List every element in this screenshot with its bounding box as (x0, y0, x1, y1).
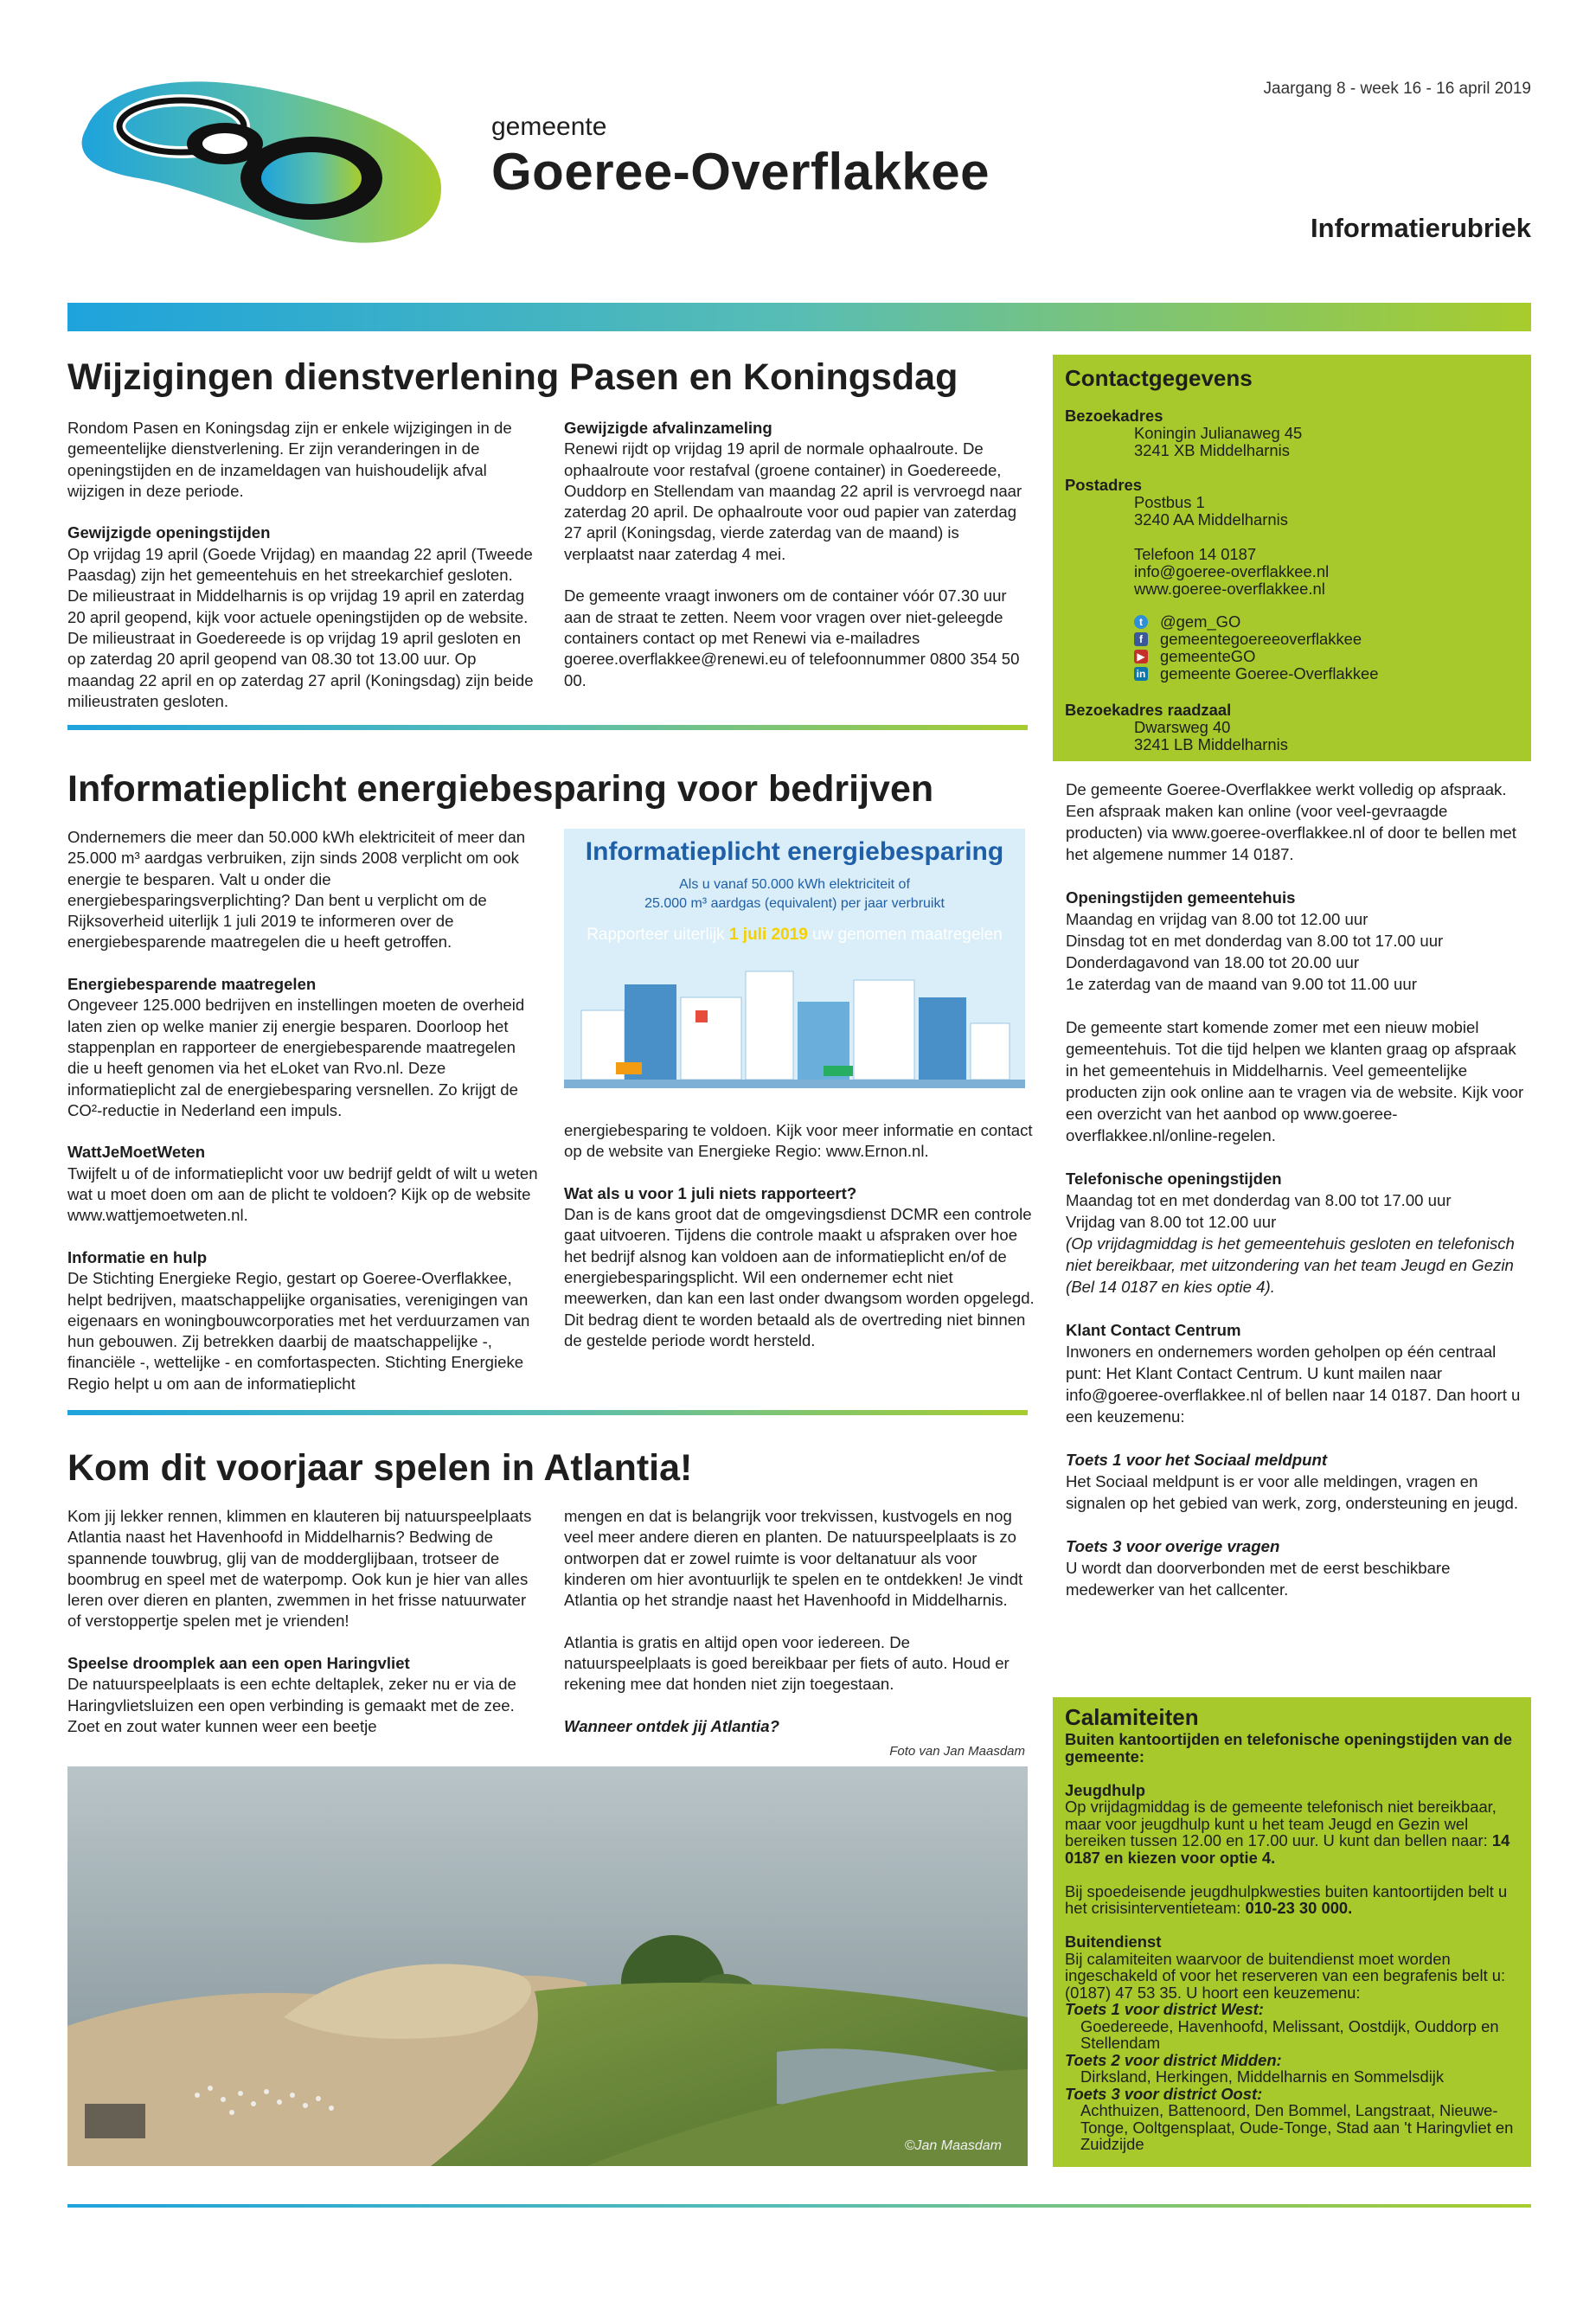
email-link[interactable]: info@goeree-overflakkee.nl (1134, 562, 1330, 580)
brand-prefix: gemeente (491, 112, 607, 141)
calamities-box (1053, 1697, 1531, 2167)
hours-line: 1e zaterdag van de maand van 9.00 tot 11.00 uur (1066, 975, 1417, 993)
graphic-report-pre: Rapporteer uiterlijk (586, 926, 725, 944)
linkedin-icon: in (1134, 667, 1148, 681)
social-linkedin[interactable] (1134, 665, 1519, 683)
city-illustration (564, 950, 1025, 1088)
youth-title: Jeugdhulp (1065, 1780, 1145, 1799)
phone-hours-note: (Op vrijdagmiddag is het gemeentehuis gesloten en telefonisch niet bereikbaar, met uitzondering van het team Jeugd en Gezin (Bel 14 0187 en kies optie 4). (1066, 1234, 1515, 1296)
contact-details (1065, 407, 1519, 753)
article1-intro: Rondom Pasen en Koningsdag zijn er enkele wijzigingen in de gemeentelijke dienstverlening. Er zijn veranderingen in de openingstijden en de inzameldagen van huishoudelijk afval wijzigen in deze periode. (67, 419, 512, 500)
crisis-number: 010-23 30 000 (1245, 1899, 1349, 1917)
article1-p3: De gemeente vraagt inwoners om de container vóór 07.30 uur aan de straat te zetten. Neem voor vragen over niet-geleegde containers contact op met Renewi via e-mailadres goeree.overflakkee@renewi.eu of telefoonnummer 0800 354 50 00. (564, 586, 1020, 689)
district-label: Toets 2 voor district Midden: (1065, 2050, 1282, 2069)
beach-aerial-image (67, 1766, 1028, 2166)
article2-sub3: Informatie en hulp (67, 1247, 208, 1266)
article2-title: Informatieplicht energiebesparing voor bedrijven (67, 768, 934, 810)
social-label: gemeentegoereeoverflakkee (1160, 630, 1362, 648)
article3-title: Kom dit voorjaar spelen in Atlantia! (67, 1447, 693, 1489)
kcc-title: Klant Contact Centrum (1066, 1321, 1241, 1339)
article1-col2 (564, 418, 1031, 691)
atlantia-photo (67, 1766, 1028, 2166)
visit-street: Koningin Julianaweg 45 (1134, 424, 1303, 442)
article1-p2: Renewi rijdt op vrijdag 19 april de normale ophaalroute. De ophaalroute voor restafval (groene container) in Goedereede, Ouddorp en Stellendam van maandag 22 april is vervroegd naar zaterdag 20 april. De ophaalroute voor oud papier van zaterdag 27 april (Koningsdag, vierde zaterdag van de maand) is verplaatst naar zaterdag 4 mei. (564, 439, 1022, 563)
option1-text: Het Sociaal meldpunt is er voor alle meldingen, vragen en signalen op het gebied van werk, zorg, ondersteuning en jeugd. (1066, 1472, 1519, 1512)
contact-box (1053, 355, 1531, 761)
hours-title: Openingstijden gemeentehuis (1066, 888, 1296, 907)
visit-city: 3241 XB Middelharnis (1134, 441, 1290, 459)
article3-p1: De natuurspeelplaats is een echte deltaplek, zeker nu er via de Haringvlietsluizen een open verbinding is gemaakt met de zee. Zoet en zout water kunnen weer een beetje (67, 1675, 516, 1735)
energy-infographic (564, 829, 1025, 1088)
article2-p1: Ongeveer 125.000 bedrijven en instellingen moeten de overheid laten zien op welke manier zij energie besparen. Doorloop het stappenplan en rapporteer de energiebesparende maatregelen die u heeft genomen via het eLoket van Rvo.nl. Deze informatieplicht zal de energiebesparing versnellen. Zo krijgt de CO²-reductie in Nederland een impuls. (67, 996, 525, 1119)
divider (67, 1410, 1028, 1415)
article2-p3: De Stichting Energieke Regio, gestart op Goeree-Overflakkee, helpt bedrijven, maatschappelijke organisaties, verenigingen van eigenaars en woningbouwcorporaties met het verduurzamen van hun gebouwen. Zij betrekken daarbij de maatschappelijke -, financiële -, wettelijke - en comfortaspecten. Stichting Energieke Regio helpt u om aan de informatieplicht (67, 1269, 530, 1393)
option1-title: Toets 1 voor het Sociaal meldpunt (1066, 1451, 1328, 1469)
graphic-report-post: uw genomen maatregelen (812, 926, 1003, 944)
website-link[interactable]: www.goeree-overflakkee.nl (1134, 580, 1325, 598)
service-text: Bij calamiteiten waarvoor de buitendienst moet worden ingeschakeld of voor het reserveren van een begrafenis belt u: (0187) 47 53 35. U hoort een keuzemenu: (1065, 1949, 1506, 2002)
article1-sub2: Gewijzigde afvalinzameling (564, 419, 772, 437)
social-twitter[interactable] (1134, 613, 1519, 631)
contact-title: Contactgegevens (1065, 365, 1253, 391)
photo-credit: Foto van Jan Maasdam (889, 1744, 1025, 1759)
youth-number: 14 0187 en kiezen voor optie 4 (1065, 1831, 1510, 1867)
social-links (1065, 613, 1519, 683)
article3-intro: Kom jij lekker rennen, klimmen en klauteren bij natuurspeelplaats Atlantia naast het Havenhoofd in Middelharnis? Bedwing de spannende touwbrug, glij van de modderglijbaan, trotseer de boombrug en speel met de waterpomp. Ook kun je hier van alles leren over dieren en planten, zwemmen in het frisse natuurwater of verstoppertje spelen met je vrienden! (67, 1507, 532, 1631)
article1-p1: Op vrijdag 19 april (Goede Vrijdag) en maandag 22 april (Tweede Paasdag) zijn het gemeentehuis en het streekarchief gesloten. De milieustraat in Middelharnis is op vrijdag 19 april en zaterdag 20 april geopend, kijk voor actuele openingstijden op de website. De milieustraat in Goedereede is op vrijdag 19 april gesloten en op zaterdag 20 april geopend van 08.30 tot 13.00 uur. Op maandag 22 april en op zaterdag 27 april (Koningsdag) zijn beide milieustraten gesloten. (67, 544, 534, 710)
social-label: gemeenteGO (1160, 647, 1256, 665)
district-label: Toets 3 voor district Oost: (1065, 2084, 1263, 2103)
article1-col1 (67, 418, 535, 712)
facebook-icon: f (1134, 632, 1148, 646)
crisis-text: Bij spoedeisende jeugdhulpkwesties buiten kantoortijden belt u het crisisinterventieteam: (1065, 1881, 1508, 1917)
calamities-content: Buiten kantoortijden en telefonische openingstijden van de gemeente: Jeugdhulp Op vrijdagmiddag is de gemeente telefonisch niet bereikbaar, maar voor jeugdhulp kunt u het team Jeugd en Gezin wel bereiken tussen 12.00 en 17.00 uur. U kunt dan bellen naar: 14 0187 en kiezen voor optie 4. Bij spoedeisende jeugdhulpkwesties buiten kantoortijden belt u het crisisinterventieteam: 010-23 30 000. Buitendienst Bij calamiteiten waarvoor de buitendienst moet worden ingeschakeld of voor het reserveren van een begrafenis belt u: (0187) 47 53 35. U hoort een keuzemenu: Toets 1 voor district West: Goedereede, Havenhoofd, Melissant, Oostdijk, Ouddorp en Stellendam Toets 2 voor district Midden: Dirksland, Herkingen, Middelharnis en Sommelsdijk Toets 3 voor district Oost: Achthuizen, Battenoord, Den Bommel, Langstraat, Nieuwe-Tonge, Ooltgensplaat, Oude-Tonge, Stad aan 't Haringvliet en Zuidzijde (1065, 1731, 1519, 2153)
option3-text: U wordt dan doorverbonden met de eerst beschikbare medewerker van het callcenter. (1066, 1559, 1451, 1599)
article2-p5: Dan is de kans groot dat de omgevingsdienst DCMR een controle gaat uitvoeren. Tijdens die controle maakt u afspraken over hoe het bedrijf alsnog kan voldoen aan de informatieplicht en/of de energiebesparingsplicht. Wil een ondernemer echt niet meewerken, dan kan een last onder dwangsom worden opgelegd. Dit bedrag dient te worden betaald als de overtreding niet binnen de gestelde periode wordt hersteld. (564, 1205, 1035, 1349)
phone-hours-line2: Vrijdag van 8.00 tot 12.00 uur (1066, 1213, 1277, 1231)
council-street: Dwarsweg 40 (1134, 718, 1231, 736)
rubric-title: Informatierubriek (1311, 213, 1531, 243)
post-city: 3240 AA Middelharnis (1134, 510, 1288, 529)
youth-text: Op vrijdagmiddag is de gemeente telefonisch niet bereikbaar, maar voor jeugdhulp kunt u het team Jeugd en Gezin wel bereiken tussen 12.00 en 17.00 uur. U kunt dan bellen naar: (1065, 1798, 1497, 1849)
phone-hours-line1: Maandag tot en met donderdag van 8.00 tot 17.00 uur (1066, 1191, 1452, 1209)
article3-p2: mengen en dat is belangrijk voor trekvissen, kustvogels en nog veel meer andere dieren en planten. De natuurspeelplaats is zo ontworpen dat er zowel ruimte is voor deltanatuur als voor kinderen om hier avontuurlijk te spelen en te ontdekken! Je vindt Atlantia op het strandje naast het Havenhoofd in Middelharnis. (564, 1507, 1023, 1610)
phone: Telefoon 14 0187 (1134, 545, 1257, 563)
issue-info: Jaargang 8 - week 16 - 16 april 2019 (1263, 80, 1531, 98)
graphic-report (564, 926, 1025, 945)
footer-rule (67, 2204, 1531, 2208)
header-gradient-bar (67, 303, 1531, 331)
calamities-subtitle: Buiten kantoortijden en telefonische openingstijden van de gemeente: (1065, 1730, 1513, 1766)
article3-closing: Wanneer ontdek jij Atlantia? (564, 1716, 779, 1735)
article2-p2: Twijfelt u of de informatieplicht voor uw bedrijf geldt of wilt u weten wat u moet doen om aan de plicht te voldoen? Kijk op de website www.wattjemoetweten.nl. (67, 1163, 538, 1225)
council-label: Bezoekadres raadzaal (1065, 701, 1232, 719)
brand-name: Goeree-Overflakkee (491, 143, 990, 201)
article3-col1 (67, 1506, 539, 1737)
article2-col1 (67, 827, 539, 1394)
divider (67, 725, 1028, 730)
article1-sub1: Gewijzigde openingstijden (67, 523, 271, 542)
social-label: @gem_GO (1160, 612, 1241, 631)
article2-intro: Ondernemers die meer dan 50.000 kWh elektriciteit of meer dan 25.000 m³ aardgas verbruiken, zijn sinds 2008 verplicht om ook energie te besparen. Valt u onder die energiebesparingsverplichting? Dan bent u verplicht om de Rijksoverheid uiterlijk 1 juli 2019 te informeren over de energiebesparende maatregelen die u heeft getroffen. (67, 828, 526, 952)
district-label: Toets 1 voor district West: (1065, 2000, 1264, 2018)
photo-signature: ©Jan Maasdam (904, 2138, 1002, 2153)
district-places: Goedereede, Havenhoofd, Melissant, Oostdijk, Ouddorp en Stellendam (1080, 2016, 1499, 2052)
article2-sub1: Energiebesparende maatregelen (67, 975, 317, 994)
graphic-line2: 25.000 m³ aardgas (equivalent) per jaar verbruikt (644, 896, 945, 911)
post-label: Postadres (1065, 476, 1142, 494)
graphic-title: Informatieplicht energiebesparing (585, 837, 1004, 866)
article2-col2 (564, 1120, 1035, 1351)
article3-col2 (564, 1506, 1035, 1737)
article3-sub1: Speelse droomplek aan een open Haringvliet (67, 1654, 410, 1673)
social-label: gemeente Goeree-Overflakkee (1160, 664, 1379, 683)
hours-line: Dinsdag tot en met donderdag van 8.00 tot 17.00 uur (1066, 932, 1444, 950)
graphic-report-date: 1 juli 2019 (728, 926, 808, 944)
article2-sub2: WattJeMoetWeten (67, 1143, 206, 1162)
post-box: Postbus 1 (1134, 493, 1205, 511)
district-places: Achthuizen, Battenoord, Den Bommel, Langstraat, Nieuwe-Tonge, Ooltgensplaat, Oude-Tonge, Stad aan 't Haringvliet en Zuidzijde (1080, 2101, 1514, 2153)
appointment-text: De gemeente Goeree-Overflakkee werkt volledig op afspraak. Een afspraak maken kan online (voor veel-gevraagde producten) via www.goeree-overflakkee.nl of door te bellen met het algemene nummer 14 0187. (1066, 780, 1516, 863)
article1-title: Wijzigingen dienstverlening Pasen en Koningsdag (67, 356, 958, 398)
district-places: Dirksland, Herkingen, Middelharnis en Sommelsdijk (1080, 2067, 1445, 2086)
article2-sub4: Wat als u voor 1 juli niets rapporteert? (564, 1183, 857, 1202)
calamities-title: Calamiteiten (1065, 1704, 1199, 1730)
hours-line: Donderdagavond van 18.00 tot 20.00 uur (1066, 953, 1360, 971)
article2-p4: energiebesparing te voldoen. Kijk voor meer informatie en contact op de website van Energieke Regio: www.Ernon.nl. (564, 1121, 1033, 1161)
article3-p3: Atlantia is gratis en altijd open voor iedereen. De natuurspeelplaats is goed bereikbaar per fiets of auto. Houd er rekening mee dat honden niet zijn toegestaan. (564, 1632, 1010, 1694)
twitter-icon: t (1134, 615, 1148, 629)
social-youtube[interactable] (1134, 648, 1519, 665)
youtube-icon: ▶ (1134, 650, 1148, 663)
service-title: Buitendienst (1065, 1932, 1162, 1951)
option3-title: Toets 3 voor overige vragen (1066, 1537, 1280, 1555)
hours-line: Maandag en vrijdag van 8.00 tot 12.00 uur (1066, 910, 1368, 928)
graphic-line1: Als u vanaf 50.000 kWh elektriciteit of (679, 877, 910, 892)
council-city: 3241 LB Middelharnis (1134, 735, 1288, 753)
phone-hours-title: Telefonische openingstijden (1066, 1170, 1282, 1188)
sidebar-info (1066, 779, 1524, 1622)
social-facebook[interactable] (1134, 631, 1519, 648)
visit-label: Bezoekadres (1065, 407, 1163, 425)
kcc-text: Inwoners en ondernemers worden geholpen op één centraal punt: Het Klant Contact Centrum. U kunt mailen naar info@goeree-overflakkee.nl of bellen naar 14 0187. Dan hoort u een keuzemenu: (1066, 1343, 1521, 1426)
mobile-text: De gemeente start komende zomer met een nieuw mobiel gemeentehuis. Tot die tijd helpen we klanten graag op afspraak in het gemeentehuis in Middelharnis. Veel gemeentelijke producten zijn ook online aan te vragen via de website. Kijk voor een overzicht van het aanbod op www.goeree-overflakkee.nl/online-regelen. (1066, 1018, 1524, 1144)
municipality-logo (69, 76, 450, 249)
